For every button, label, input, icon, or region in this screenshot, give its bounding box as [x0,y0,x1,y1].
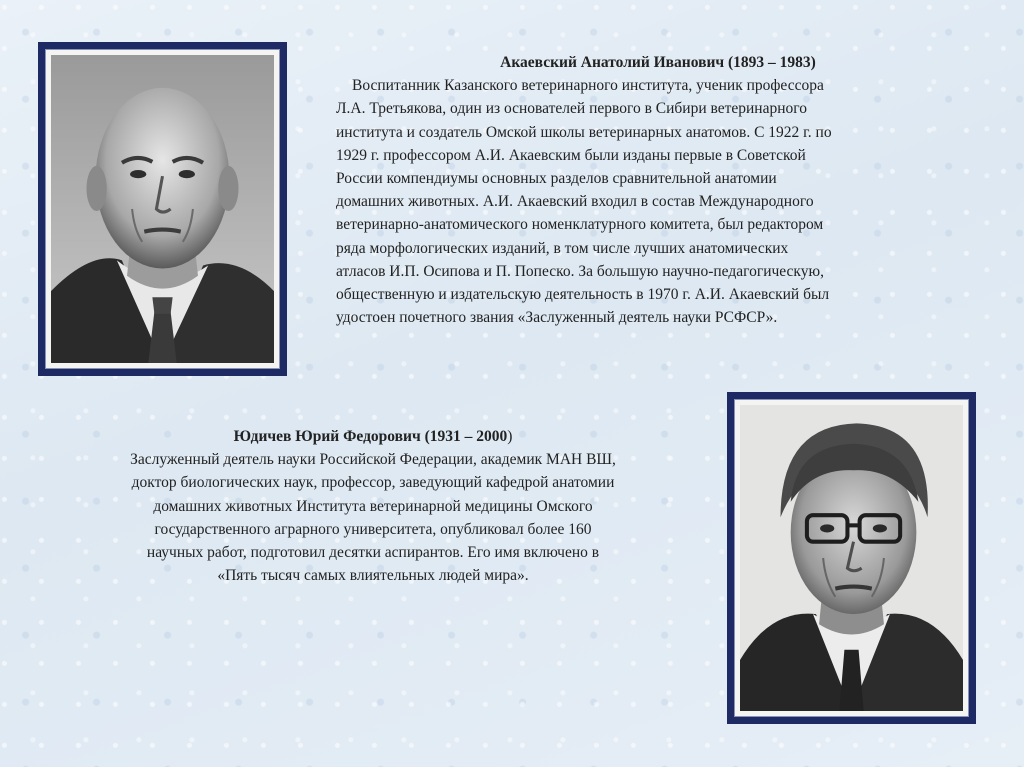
bio-line: удостоен почетного звания «Заслуженный деятель науки РСФСР». [336,309,778,327]
portrait-mat [45,49,280,369]
portrait-frame-yudichev [727,392,976,724]
bio-line: Л.А. Третьякова, один из основателей первого в Сибири ветеринарного [336,100,807,118]
portrait-photo-yudichev [740,405,963,711]
bio-line: домашних животных Института ветеринарной медицины Омского [153,497,593,515]
person-name-akaevsky: Акаевский Анатолий Иванович (1893 – 1983) [500,54,816,71]
bio-akaevsky [336,51,976,329]
bio-line: 1929 г. профессором А.И. Акаевским были изданы первые в Советской [336,146,806,164]
bio-line: России компендиумы основных разделов сравнительной анатомии [336,170,777,188]
bio-line: Заслуженный деятель науки Российской Федерации, академик МАН ВШ, [130,451,616,469]
bio-line: «Пять тысяч самых влиятельных людей мира». [217,567,529,585]
bio-line: общественную и издательскую деятельность в 1970 г. А.И. Акаевский был [336,286,830,304]
portrait-frame-akaevsky [38,42,287,376]
name-closing-paren: ) [507,428,513,445]
person-name-yudichev-line [50,425,696,448]
bio-line: института и создатель Омской школы ветеринарных анатомов. С 1922 г. по [336,123,832,141]
bio-line: домашних животных. А.И. Акаевский входил в состав Международного [336,193,814,211]
bio-line: ветеринарно-анатомического номенклатурного комитета, был редактором [336,216,824,234]
bio-line: атласов И.П. Осипова и П. Попеско. За большую научно-педагогическую, [336,262,824,280]
bio-line: Воспитанник Казанского ветеринарного института, ученик профессора [352,77,824,95]
person-name-yudichev: Юдичев Юрий Федорович (1931 – 2000 [233,428,508,445]
bio-line: научных работ, подготовил десятки аспирантов. Его имя включено в [146,544,600,562]
bio-line: ряда морфологических изданий, в том числе лучших анатомических [336,239,789,257]
portrait-photo-akaevsky [51,55,274,363]
bio-line: государственного аграрного университета, опубликовал более 160 [154,520,592,538]
bio-line: доктор биологических наук, профессор, заведующий кафедрой анатомии [131,474,615,492]
portrait-mat [734,399,969,717]
bio-yudichev [50,425,696,587]
